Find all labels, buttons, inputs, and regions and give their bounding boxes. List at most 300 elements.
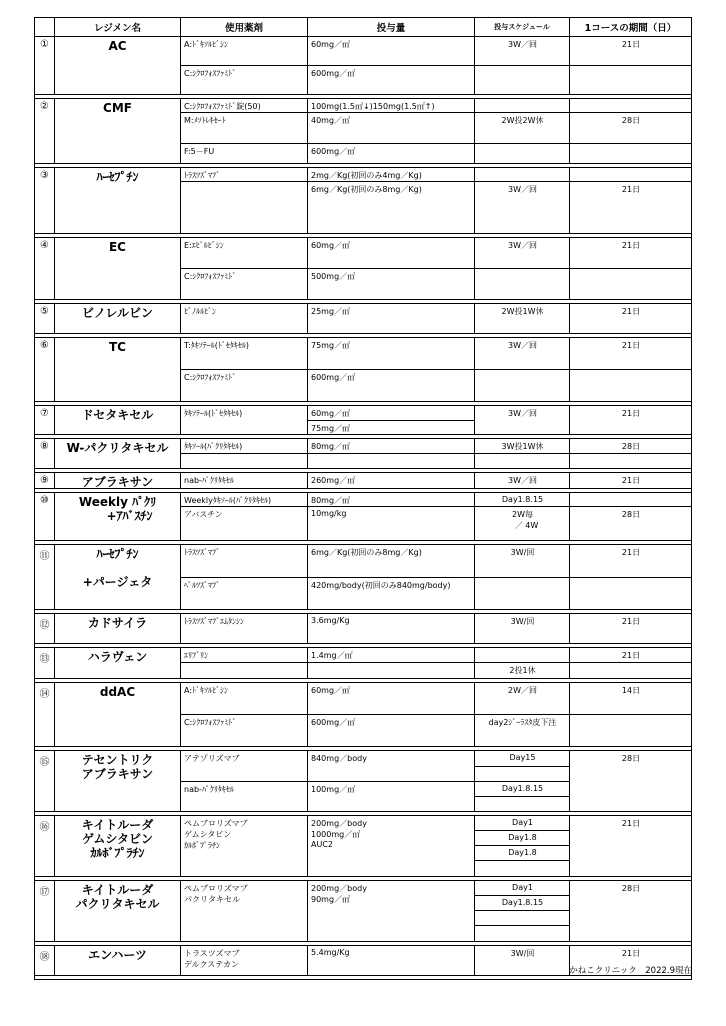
sched-column <box>475 648 570 678</box>
doses-cell: 60mg／㎡ <box>308 406 474 421</box>
period-column <box>570 545 691 609</box>
sched-cell: day2ｼﾞｰﾗｽﾀ皮下注 <box>488 718 557 727</box>
drugs-cell: トラスツズマブ デルクステカン <box>184 949 240 969</box>
period-cell: 21日 <box>621 185 641 194</box>
period-cell: 28日 <box>621 754 641 763</box>
doses-column <box>308 545 475 609</box>
drugs-column <box>181 614 308 643</box>
drugs-cell: アテゾリズマブ <box>181 751 307 782</box>
doses-column <box>308 816 475 876</box>
drugs-cell: F:5－FU <box>184 147 215 156</box>
period-column <box>570 881 691 941</box>
period-cell: 21日 <box>570 37 691 66</box>
regimen-name-line <box>55 561 180 575</box>
drugs-cell: ペムブロリズマブ ゲムシタビン ｶﾙﾎﾞﾌﾟﾗﾁﾝ <box>184 819 248 850</box>
sched-cell <box>475 578 569 610</box>
doses-cell: 600mg／㎡ <box>311 373 356 382</box>
doses-cell: 25mg／㎡ <box>311 307 351 316</box>
regimen-number-label: ② <box>40 101 49 112</box>
regimen-number-label: ⑧ <box>40 441 49 452</box>
sched-cell <box>475 926 569 942</box>
period-cell <box>570 66 691 95</box>
drugs-column <box>181 946 308 975</box>
period-column <box>570 168 691 233</box>
period-cell <box>570 144 691 164</box>
doses-column <box>308 439 475 468</box>
sched-column <box>475 304 570 333</box>
drugs-cell: C:ｼｸﾛﾌｫｽﾌｧﾐﾄﾞ <box>184 718 237 727</box>
drugs-column <box>181 238 308 299</box>
sched-cell: 3W/回 <box>510 617 535 626</box>
period-cell: 21日 <box>621 617 641 626</box>
drugs-cell: Weeklyﾀｷｿｰﾙ(ﾊﾟｸﾘﾀｷｾﾙ) <box>181 493 307 507</box>
period-cell: 21日 <box>570 648 691 663</box>
doses-cell: 200mg／body 90mg／㎡ <box>311 884 367 904</box>
period-column <box>570 439 691 468</box>
doses-column <box>308 648 475 678</box>
regimen-number <box>35 37 55 94</box>
drugs-column <box>181 751 308 811</box>
doses-cell: 60mg／㎡ <box>308 37 474 66</box>
regimen-name-line: ｶﾙﾎﾞﾌﾟﾗﾁﾝ <box>90 846 145 860</box>
drugs-cell: E:ｴﾋﾟﾙﾋﾞｼﾝ <box>181 238 307 269</box>
regimen-number-label: ① <box>40 39 49 50</box>
sched-column <box>475 881 570 941</box>
regimen-number <box>35 683 55 746</box>
regimen-row <box>34 493 692 541</box>
doses-cell: 840mg／body <box>308 751 474 782</box>
drugs-cell: ペムブロリズマブ パクリタキセル <box>184 884 248 904</box>
doses-cell: 5.4mg/Kg <box>311 948 350 957</box>
regimen-name-line: キイトルーダ <box>81 818 154 832</box>
doses-column <box>308 99 475 163</box>
drugs-column <box>181 338 308 401</box>
sched-column <box>475 473 570 488</box>
regimen-number <box>35 881 55 941</box>
sched-cell: Day15 <box>475 751 569 767</box>
period-cell: 21日 <box>570 338 691 370</box>
sched-cell: 3W／回 <box>475 37 569 66</box>
drugs-cell: C:ｼｸﾛﾌｫｽﾌｧﾐﾄﾞ <box>184 69 237 78</box>
regimen-row <box>34 238 692 300</box>
period-column <box>570 304 691 333</box>
drugs-cell: A:ﾄﾞｷｿﾙﾋﾞｼﾝ <box>181 37 307 66</box>
doses-column <box>308 304 475 333</box>
doses-column <box>308 406 475 434</box>
sched-cell <box>475 99 569 113</box>
drugs-cell: ﾄﾗｽﾂｽﾞﾏﾌﾞ <box>181 545 307 578</box>
doses-cell: 80mg／㎡ <box>308 493 474 507</box>
period-cell <box>570 715 691 747</box>
sched-cell <box>475 767 569 782</box>
sched-column <box>475 168 570 233</box>
regimen-row <box>34 304 692 334</box>
regimen-number <box>35 473 55 488</box>
period-cell <box>570 99 691 113</box>
sched-cell: Day1.8 <box>475 846 569 861</box>
drugs-column <box>181 37 308 94</box>
regimen-name <box>55 683 181 746</box>
drugs-cell: C:ｼｸﾛﾌｫｽﾌｧﾐﾄﾞ <box>184 272 237 281</box>
sched-column <box>475 493 570 540</box>
regimen-number-label: ③ <box>40 170 49 181</box>
sched-cell <box>475 648 569 663</box>
regimen-name <box>55 816 181 876</box>
regimen-row <box>34 683 692 747</box>
doses-column <box>308 683 475 746</box>
doses-column <box>308 338 475 401</box>
regimen-name <box>55 946 181 975</box>
sched-column <box>475 545 570 609</box>
drugs-cell: ﾄﾗｽﾂｽﾞﾏﾌﾞｴﾑﾀﾝｼﾝ <box>184 617 244 626</box>
regimen-name <box>55 338 181 401</box>
sched-cell <box>475 168 569 182</box>
doses-column <box>308 946 475 975</box>
regimen-name-line: カドサイラ <box>87 616 148 630</box>
regimen-name-line: CMF <box>103 101 132 115</box>
sched-cell: Day1.8.15 <box>475 782 569 797</box>
header-cell <box>35 18 55 36</box>
period-cell: 21日 <box>621 819 641 828</box>
drugs-column <box>181 545 308 609</box>
sched-column <box>475 439 570 468</box>
regimen-number-label: ⑩ <box>40 495 49 506</box>
period-cell <box>570 454 691 469</box>
drugs-cell: T:ﾀｷｿﾃｰﾙ(ﾄﾞｾﾀｷｾﾙ) <box>181 338 307 370</box>
drugs-cell <box>181 454 307 469</box>
period-cell: 28日 <box>570 439 691 454</box>
sched-column <box>475 238 570 299</box>
regimen-row <box>34 881 692 942</box>
regimen-row <box>34 439 692 469</box>
period-column <box>570 338 691 401</box>
doses-column <box>308 493 475 540</box>
regimen-row <box>34 648 692 679</box>
drugs-cell: C:ｼｸﾛﾌｫｽﾌｧﾐﾄﾞ錠(50) <box>181 99 307 113</box>
sched-cell <box>475 861 569 877</box>
regimen-number <box>35 545 55 609</box>
regimen-number <box>35 439 55 468</box>
drugs-cell: ｴﾘﾌﾞﾘﾝ <box>181 648 307 663</box>
regimen-number-label: ⑬ <box>39 654 50 665</box>
period-cell: 14日 <box>570 683 691 715</box>
doses-column <box>308 614 475 643</box>
sched-cell <box>475 911 569 926</box>
regimen-number <box>35 816 55 876</box>
period-column <box>570 406 691 434</box>
regimen-name <box>55 238 181 299</box>
drugs-cell: nab-ﾊﾟｸﾘﾀｷｾﾙ <box>184 785 234 794</box>
sched-cell: 2W毎 ／ 4W <box>512 510 539 530</box>
regimen-number <box>35 304 55 333</box>
regimen-number-label: ⑭ <box>39 689 50 700</box>
doses-cell: 60mg／㎡ <box>308 238 474 269</box>
sched-cell: Day1.8.15 <box>475 896 569 911</box>
regimen-name <box>55 648 181 678</box>
doses-cell: 200mg／body 1000mg／㎡ AUC2 <box>311 819 367 849</box>
period-cell <box>570 663 691 679</box>
drugs-column <box>181 881 308 941</box>
regimen-row <box>34 473 692 489</box>
doses-cell: 10mg/kg <box>311 509 347 518</box>
regimen-row <box>34 816 692 877</box>
doses-column <box>308 168 475 233</box>
header-cell: 投与スケジュール <box>475 18 570 36</box>
period-cell <box>570 578 691 610</box>
drugs-cell <box>181 663 307 679</box>
regimen-row <box>34 168 692 234</box>
doses-column <box>308 238 475 299</box>
doses-cell: 1.4mg／㎡ <box>308 648 474 663</box>
row-separator <box>34 976 692 980</box>
regimen-name <box>55 37 181 94</box>
regimen-name-line: EC <box>108 240 126 254</box>
doses-cell: 600mg／㎡ <box>311 69 356 78</box>
period-cell: 21日 <box>570 545 691 578</box>
period-cell: 21日 <box>621 307 641 316</box>
drugs-cell: ﾀｷｿﾃｰﾙ(ﾄﾞｾﾀｷｾﾙ) <box>184 409 243 418</box>
sched-cell <box>475 797 569 812</box>
sched-column <box>475 683 570 746</box>
sched-column <box>475 99 570 163</box>
regimen-name-line: テセントリク <box>81 753 154 767</box>
sched-cell: 3W／回 <box>475 338 569 370</box>
table-header <box>34 17 692 37</box>
regimen-name-line: ﾊｰｾﾌﾟﾁﾝ <box>96 170 139 184</box>
regimen-row <box>34 751 692 812</box>
drugs-column <box>181 473 308 488</box>
regimen-number <box>35 493 55 540</box>
sched-cell: 3W/回 <box>475 545 569 578</box>
doses-cell: 3.6mg/Kg <box>311 616 350 625</box>
regimen-name <box>55 545 181 609</box>
drugs-cell: ﾍﾟﾙﾂｽﾞﾏﾌﾞ <box>184 581 220 590</box>
regimen-row <box>34 99 692 164</box>
sched-column <box>475 946 570 975</box>
header-cell: レジメン名 <box>55 18 181 36</box>
regimen-name-line: ハラヴェン <box>87 650 148 664</box>
sched-cell: 2投1休 <box>509 666 536 675</box>
regimen-name-line: ゲムシタビン <box>82 832 153 846</box>
regimen-name-line: W-パクリタキセル <box>66 441 169 455</box>
sched-cell: 3W投1W休 <box>475 439 569 454</box>
sched-column <box>475 816 570 876</box>
regimen-name-line: TC <box>109 340 126 354</box>
doses-column <box>308 473 475 488</box>
period-column <box>570 683 691 746</box>
sched-cell: 3W／回 <box>508 185 537 194</box>
drugs-column <box>181 168 308 233</box>
regimen-name-line: エンハーツ <box>88 948 147 962</box>
drugs-cell: ﾄﾗｽﾂｽﾞﾏﾌﾞ <box>181 168 307 182</box>
regimen-name-line: ドセタキセル <box>81 408 154 422</box>
doses-cell: 6mg／Kg(初回のみ8mg／Kg) <box>308 545 474 578</box>
period-cell: 28日 <box>621 510 641 519</box>
regimen-name-line: パクリタキセル <box>75 897 160 911</box>
doses-column <box>308 751 475 811</box>
regimen-number <box>35 238 55 299</box>
regimen-table <box>34 17 692 980</box>
doses-cell: 75mg／㎡ <box>311 424 351 433</box>
drugs-cell: M:ﾒｿﾄﾚｷｾｰﾄ <box>181 113 307 144</box>
regimen-name-line: ビノレルビン <box>81 306 154 320</box>
sched-cell: 3W／回 <box>475 238 569 269</box>
header-cell: 使用薬剤 <box>181 18 308 36</box>
drugs-cell: ﾋﾞﾉﾙﾙﾋﾞﾝ <box>184 307 216 316</box>
doses-cell: 600mg／㎡ <box>311 147 356 156</box>
regimen-name <box>55 406 181 434</box>
regimen-number-label: ⑯ <box>39 822 50 833</box>
header-cell: 投与量 <box>308 18 475 36</box>
doses-column <box>308 37 475 94</box>
doses-cell: 75mg／㎡ <box>308 338 474 370</box>
regimen-name <box>55 99 181 163</box>
period-column <box>570 473 691 488</box>
regimen-name <box>55 751 181 811</box>
period-cell: 28日 <box>621 884 641 893</box>
doses-cell: 80mg／㎡ <box>308 439 474 454</box>
period-cell: 21日 <box>570 238 691 269</box>
regimen-name <box>55 168 181 233</box>
regimen-number-label: ⑱ <box>39 952 50 963</box>
period-column <box>570 648 691 678</box>
doses-cell: 420mg/body(初回のみ840mg/body) <box>311 581 451 590</box>
drugs-cell <box>181 182 307 234</box>
drugs-column <box>181 648 308 678</box>
period-cell <box>570 493 691 507</box>
sched-cell <box>475 454 569 469</box>
period-column <box>570 37 691 94</box>
regimen-name <box>55 473 181 488</box>
doses-cell: 60mg／㎡ <box>308 683 474 715</box>
regimen-name <box>55 493 181 540</box>
sched-cell: Day1 <box>475 816 569 831</box>
period-cell <box>570 269 691 300</box>
regimen-row <box>34 338 692 402</box>
regimen-number-label: ④ <box>40 240 49 251</box>
regimen-row <box>34 37 692 95</box>
period-column <box>570 614 691 643</box>
sched-cell: Day1.8 <box>475 831 569 846</box>
drugs-cell: ﾀｷｿｰﾙ(ﾊﾟｸﾘﾀｷｾﾙ) <box>181 439 307 454</box>
regimen-name-line: Weekly ﾊﾟｸﾘ <box>78 495 157 509</box>
doses-cell: 260mg／㎡ <box>311 476 356 485</box>
sched-cell: 2W投2W休 <box>475 113 569 144</box>
period-cell <box>570 370 691 402</box>
doses-cell: 2mg／Kg(初回のみ4mg／Kg) <box>308 168 474 182</box>
regimen-number <box>35 751 55 811</box>
regimen-name <box>55 614 181 643</box>
doses-cell: 600mg／㎡ <box>311 718 356 727</box>
sched-cell: Day1.8.15 <box>475 493 569 507</box>
sched-cell: 3W/回 <box>510 949 535 958</box>
drugs-column <box>181 439 308 468</box>
sched-cell: 3W／回 <box>508 409 537 418</box>
regimen-name-line: +ｱﾊﾞｽﾁﾝ <box>82 509 153 523</box>
sched-cell <box>475 66 569 95</box>
doses-cell: 40mg／㎡ <box>308 113 474 144</box>
regimen-number-label: ⑰ <box>39 887 50 898</box>
regimen-name-line: アブラキサン <box>81 475 154 489</box>
sched-cell: Day1 <box>475 881 569 896</box>
drugs-cell: C:ｼｸﾛﾌｫｽﾌｧﾐﾄﾞ <box>184 373 237 382</box>
regimen-row <box>34 545 692 610</box>
regimen-number <box>35 614 55 643</box>
regimen-number <box>35 946 55 975</box>
doses-cell: 100mg／㎡ <box>311 785 356 794</box>
header-cell: 1コースの期間（日） <box>584 23 677 34</box>
regimen-number-label: ⑤ <box>40 306 49 317</box>
regimen-number-label: ⑮ <box>39 757 50 768</box>
regimen-number-label: ⑫ <box>39 620 50 631</box>
drugs-column <box>181 493 308 540</box>
regimen-number <box>35 168 55 233</box>
period-cell: 21日 <box>621 476 641 485</box>
sched-column <box>475 37 570 94</box>
regimen-number-label: ⑦ <box>40 408 49 419</box>
regimen-name-line: ﾊｰｾﾌﾟﾁﾝ <box>96 547 139 561</box>
regimen-name <box>55 881 181 941</box>
period-cell: 21日 <box>621 409 641 418</box>
doses-column <box>308 881 475 941</box>
sched-cell <box>475 269 569 300</box>
regimen-number-label: ⑨ <box>40 475 49 486</box>
regimen-name-line: +パージェタ <box>82 575 153 589</box>
period-column <box>570 99 691 163</box>
doses-cell: 6mg／Kg(初回のみ8mg／Kg) <box>311 185 422 194</box>
sched-cell <box>475 370 569 402</box>
sched-cell <box>475 144 569 164</box>
sched-cell: 3W／回 <box>508 476 537 485</box>
doses-cell <box>308 663 474 679</box>
regimen-name <box>55 304 181 333</box>
drugs-column <box>181 99 308 163</box>
period-column <box>570 816 691 876</box>
drugs-column <box>181 406 308 434</box>
regimen-number <box>35 338 55 401</box>
period-column <box>570 238 691 299</box>
sched-column <box>475 406 570 434</box>
footer-note: かねこクリニック 2022.9現在 <box>569 966 692 976</box>
drugs-cell: nab-ﾊﾟｸﾘﾀｷｾﾙ <box>184 476 234 485</box>
drugs-cell: アバスチン <box>184 510 223 519</box>
regimen-name-line: キイトルーダ <box>81 883 154 897</box>
sched-column <box>475 338 570 401</box>
regimen-name-line: アブラキサン <box>81 767 154 781</box>
period-cell <box>570 168 691 182</box>
doses-cell <box>308 454 474 469</box>
doses-cell: 500mg／㎡ <box>311 272 356 281</box>
doses-cell: 100mg(1.5㎡↓)150mg(1.5㎡↑) <box>308 99 474 113</box>
regimen-number-label: ⑪ <box>39 551 50 562</box>
drugs-column <box>181 816 308 876</box>
regimen-number <box>35 406 55 434</box>
regimen-name-line: ddAC <box>99 685 136 699</box>
period-cell: 21日 <box>621 949 641 958</box>
regimen-number <box>35 648 55 678</box>
regimen-name <box>55 439 181 468</box>
period-column <box>570 493 691 540</box>
drugs-column <box>181 304 308 333</box>
regimen-row <box>34 614 692 644</box>
sched-cell: 2W投1W休 <box>501 307 544 316</box>
period-cell: 28日 <box>570 113 691 144</box>
drugs-column <box>181 683 308 746</box>
regimen-row <box>34 406 692 435</box>
sched-cell: 2W／回 <box>475 683 569 715</box>
regimen-number <box>35 99 55 163</box>
sched-column <box>475 751 570 811</box>
